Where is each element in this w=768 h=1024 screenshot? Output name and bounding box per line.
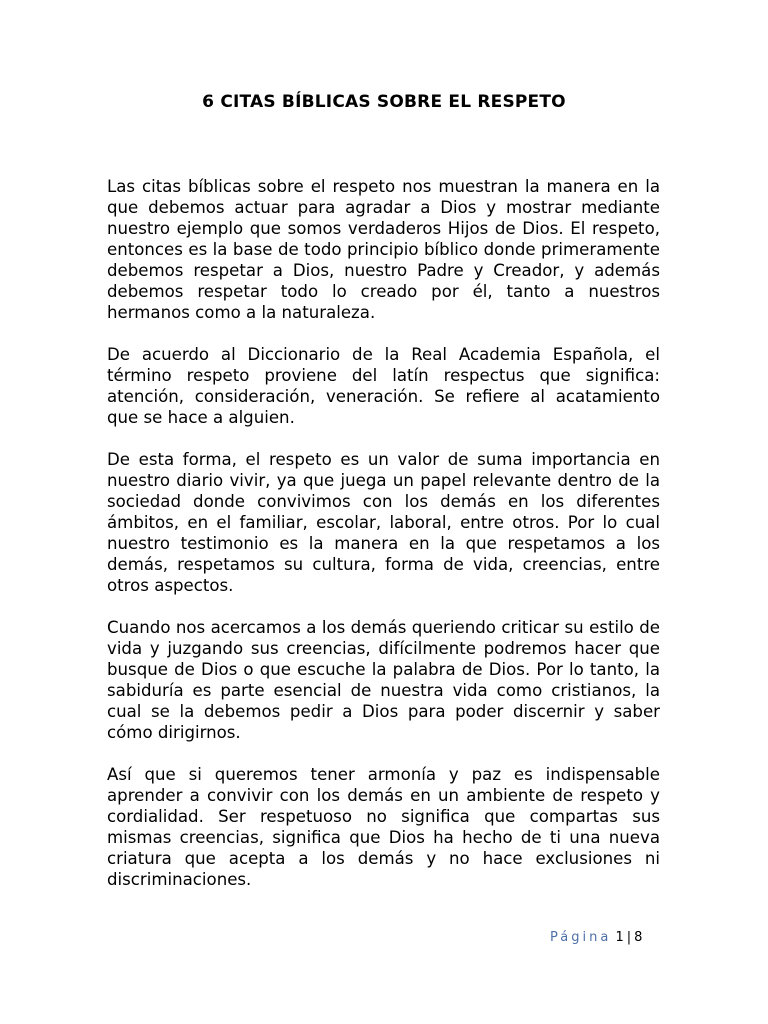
page-label: Página [550, 930, 612, 945]
paragraph-4: Cuando nos acercamos a los demás queriendo criticar su estilo de vida y juzgando sus creencias, difícilmente podremos hacer que busque de Dios o que escuche la palabra de Dios. Por lo tanto, la sabiduría es parte esencial de nuestra vida como cristianos, la cual se la debemos pedir a Dios para poder discernir y saber cómo dirigirnos. [107, 618, 660, 742]
page-number-footer [550, 930, 642, 945]
page-separator: | [626, 930, 632, 945]
paragraph-5: Así que si queremos tener armonía y paz es indispensable aprender a convivir con los demás en un ambiente de respeto y cordialidad. Ser respetuoso no significa que compartas sus mismas creencias, significa que Dios ha hecho de ti una nueva criatura que acepta a los demás y no hace exclusiones ni discriminaciones. [107, 765, 660, 889]
paragraph-2: De acuerdo al Diccionario de la Real Academia Española, el término respeto proviene del latín respectus que significa: atención, consideración, veneración. Se refiere al acatamiento que se hace a alguien. [107, 345, 660, 427]
document-body [107, 176, 660, 911]
total-pages-number: 8 [634, 930, 643, 945]
document-title: 6 CITAS BÍBLICAS SOBRE EL RESPETO [202, 92, 566, 112]
current-page-number: 1 [615, 930, 624, 945]
paragraph-3: De esta forma, el respeto es un valor de suma importancia en nuestro diario vivir, ya que juega un papel relevante dentro de la sociedad donde convivimos con los demás en los diferentes ámbitos, en el familiar, escolar, laboral, entre otros. Por lo cual nuestro testimonio es la manera en la que respetamos a los demás, respetamos su cultura, forma de vida, creencias, entre otros aspectos. [107, 450, 660, 595]
paragraph-1: Las citas bíblicas sobre el respeto nos muestran la manera en la que debemos actuar para agradar a Dios y mostrar mediante nuestro ejemplo que somos verdaderos Hijos de Dios. El respeto, entonces es la base de todo principio bíblico donde primeramente debemos respetar a Dios, nuestro Padre y Creador, y además debemos respetar todo lo creado por él, tanto a nuestros hermanos como a la naturaleza. [107, 177, 660, 322]
